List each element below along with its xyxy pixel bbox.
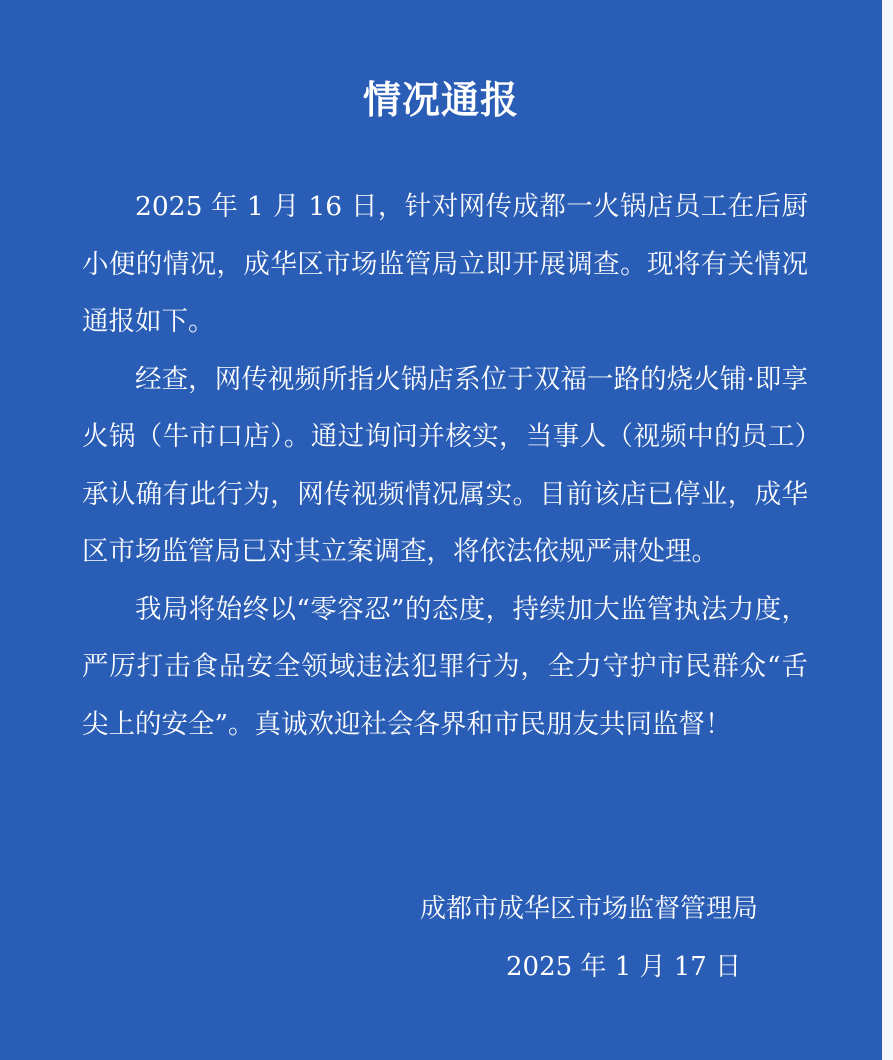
notice-title: 情况通报	[362, 78, 519, 122]
right-border-strip	[882, 0, 893, 1060]
signature-date: 2025 年 1 月 17 日	[506, 952, 742, 982]
paragraph-findings: 经查，网传视频所指火锅店系位于双福一路的烧火铺·即享火锅（牛市口店）。通过询问并核实，当事人（视频中的员工）承认确有此行为，网传视频情况属实。目前该店已停业，成华区市场监管局已对其立案调查，将依法依规严肃处理。	[82, 363, 808, 567]
paragraph-statement: 我局将始终以“零容忍”的态度，持续加大监管执法力度，严厉打击食品安全领域违法犯罪行为，全力守护市民群众“舌尖上的安全”。真诚欢迎社会各界和市民朋友共同监督！	[82, 593, 808, 740]
paragraph-intro: 2025 年 1 月 16 日，针对网传成都一火锅店员工在后厨小便的情况，成华区市场监管局立即开展调查。现将有关情况通报如下。	[82, 191, 808, 337]
signature-organization: 成都市成华区市场监督管理局	[420, 894, 759, 924]
notice-body	[82, 178, 808, 753]
